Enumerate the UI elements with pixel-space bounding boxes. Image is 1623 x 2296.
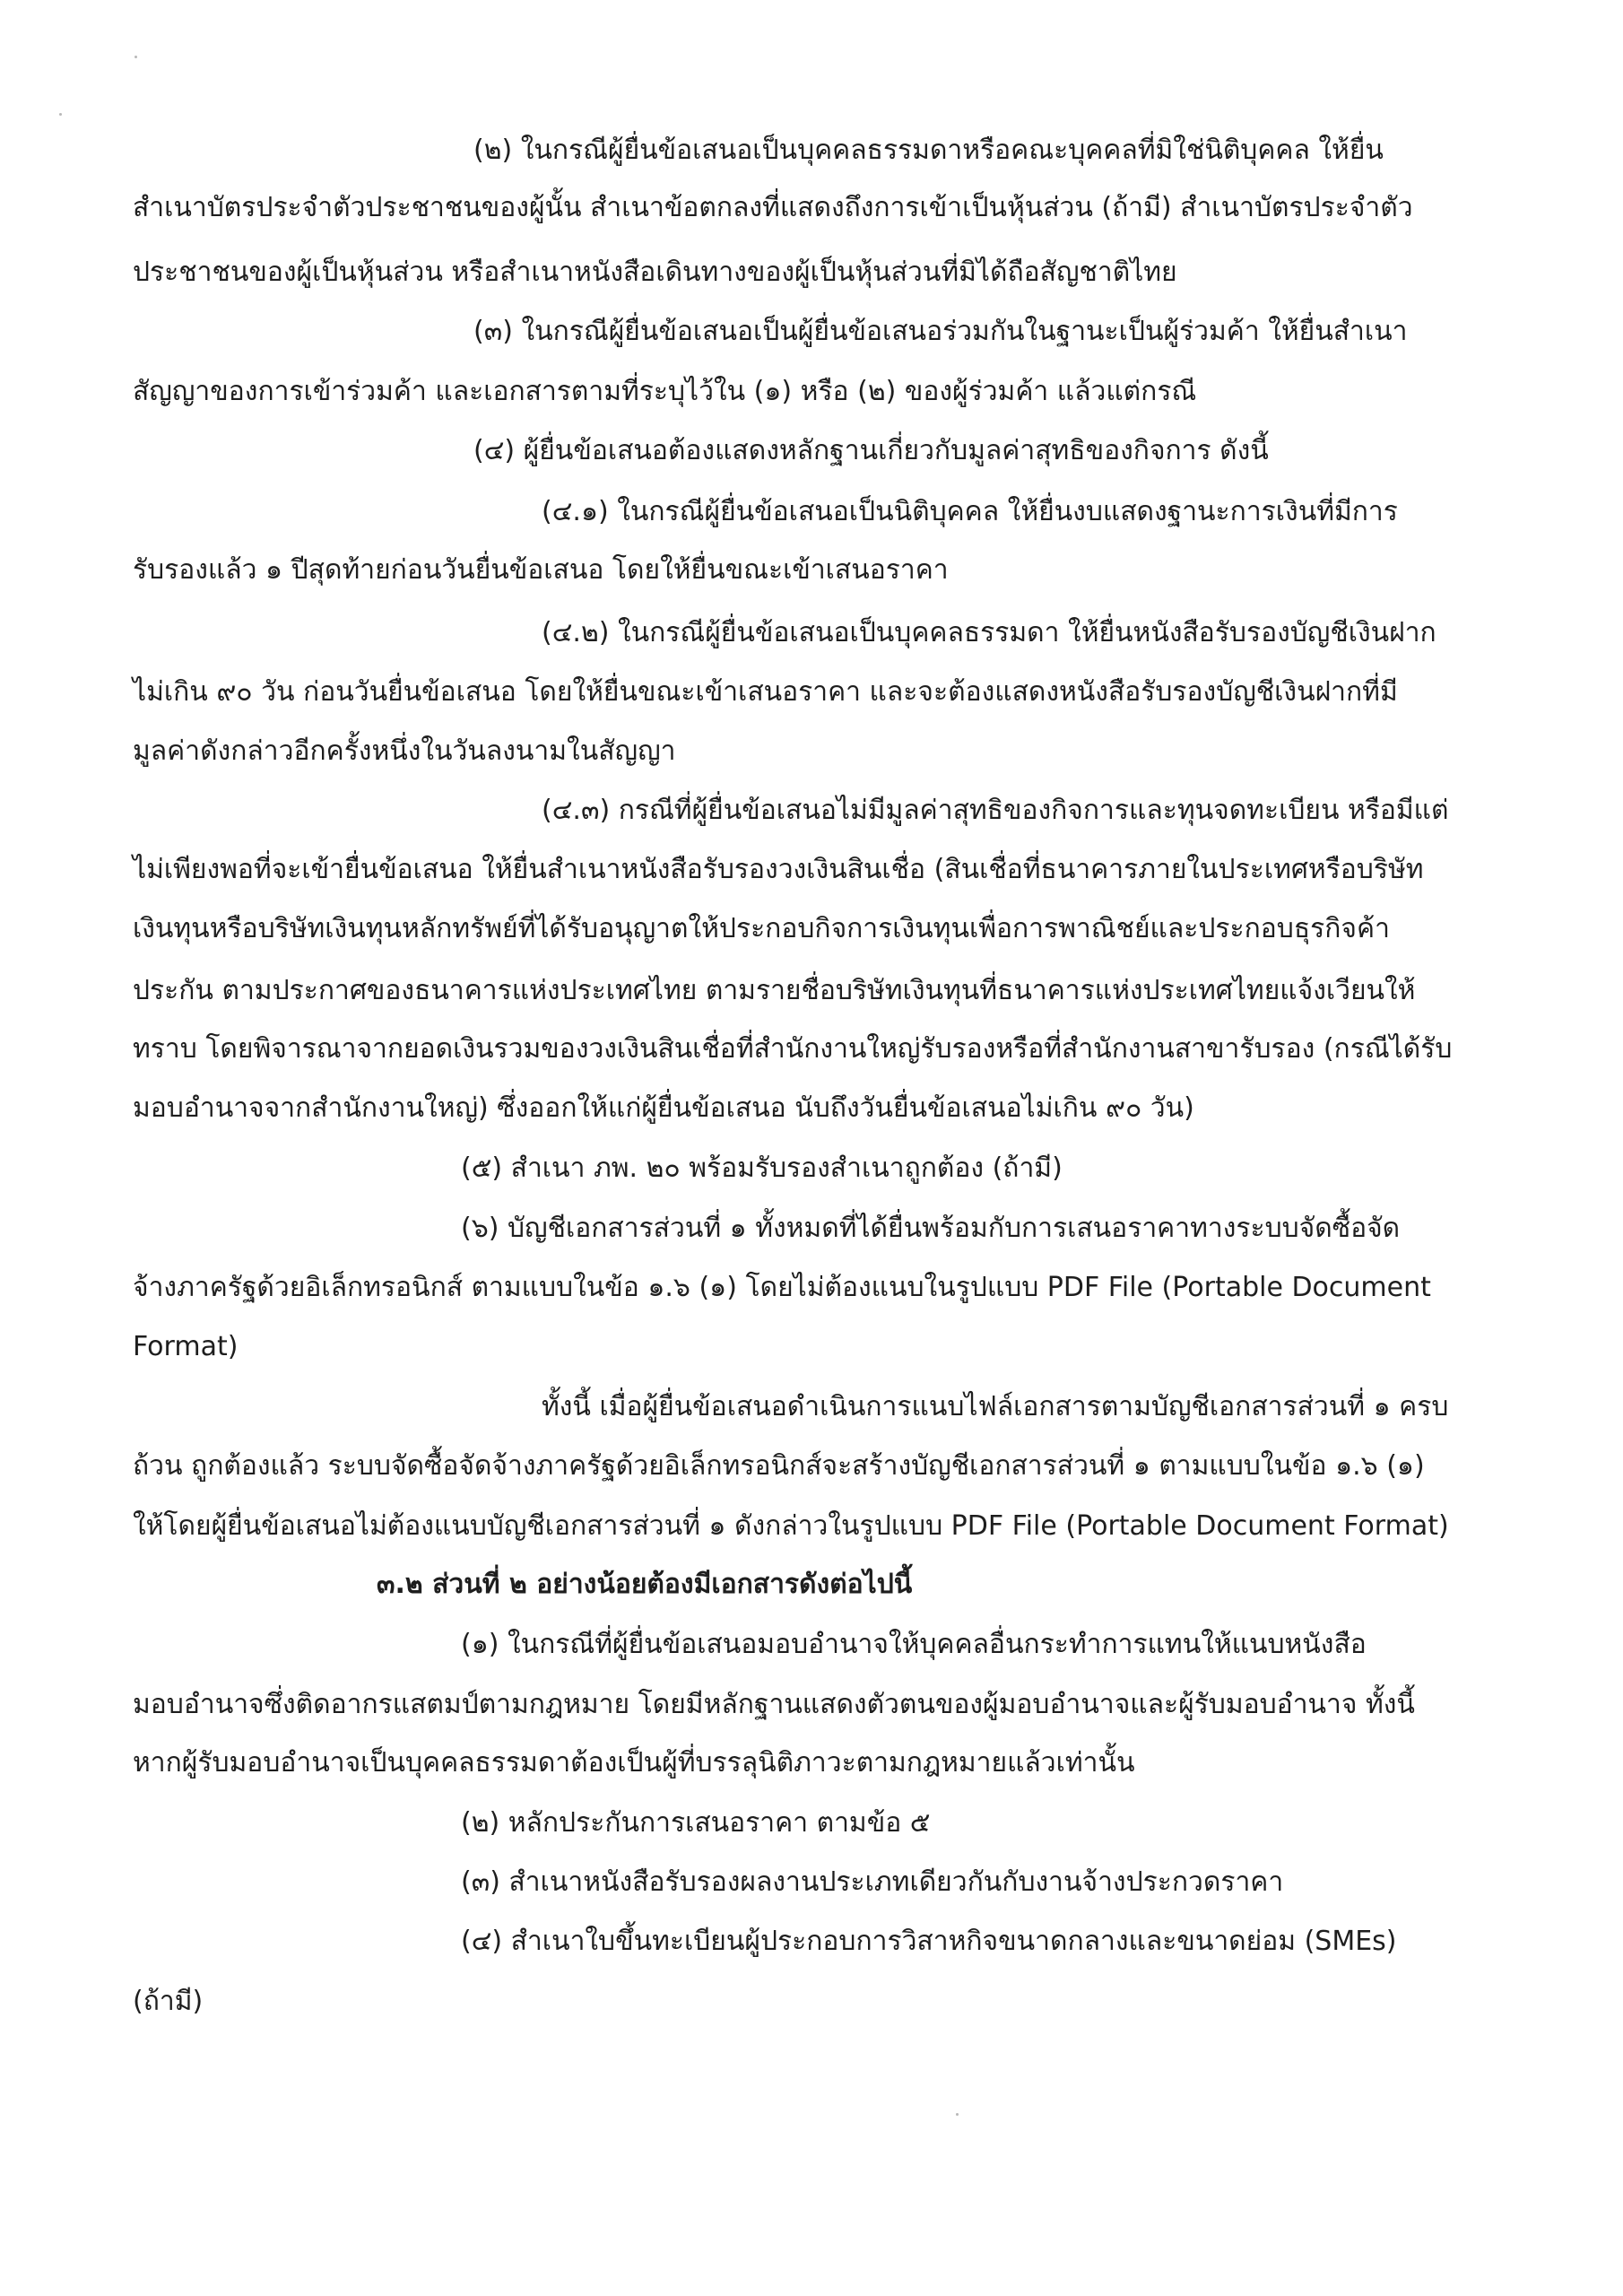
section-heading: ๓.๒ ส่วนที่ ๒ อย่างน้อยต้องมีเอกสารดังต่อไปนี้: [377, 1569, 913, 1600]
doc-line: มอบอำนาจจากสำนักงานใหญ่) ซึ่งออกให้แก่ผู้ยื่นข้อเสนอ นับถึงวันยื่นข้อเสนอไม่เกิน ๙๐ วัน): [133, 1092, 1194, 1124]
doc-line: ประชาชนของผู้เป็นหุ้นส่วน หรือสำเนาหนังสือเดินทางของผู้เป็นหุ้นส่วนที่มิได้ถือสัญชาติไทย: [133, 257, 1177, 288]
scan-speck: [956, 2113, 959, 2116]
doc-line: (๒) ในกรณีผู้ยื่นข้อเสนอเป็นบุคคลธรรมดาหรือคณะบุคคลที่มิใช่นิติบุคคล ให้ยื่น: [473, 135, 1384, 166]
doc-line: (๑) ในกรณีที่ผู้ยื่นข้อเสนอมอบอำนาจให้บุคคลอื่นกระทำการแทนให้แนบหนังสือ: [461, 1629, 1367, 1660]
doc-line: ถ้วน ถูกต้องแล้ว ระบบจัดซื้อจัดจ้างภาครัฐด้วยอิเล็กทรอนิกส์จะสร้างบัญชีเอกสารส่วนที่ ๑ ตามแบบในข้อ ๑.๖ (๑): [133, 1450, 1425, 1482]
doc-line: ไม่เพียงพอที่จะเข้ายื่นข้อเสนอ ให้ยื่นสำเนาหนังสือรับรองวงเงินสินเชื่อ (สินเชื่อที่ธนาคารภายในประเทศหรือบริษัท: [133, 854, 1424, 885]
doc-line: จ้างภาครัฐด้วยอิเล็กทรอนิกส์ ตามแบบในข้อ ๑.๖ (๑) โดยไม่ต้องแนบในรูปแบบ PDF File (Portable Document: [133, 1272, 1431, 1303]
doc-line: (๓) สำเนาหนังสือรับรองผลงานประเภทเดียวกันกับงานจ้างประกวดราคา: [461, 1866, 1284, 1898]
doc-line: (๔) สำเนาใบขึ้นทะเบียนผู้ประกอบการวิสาหกิจขนาดกลางและขนาดย่อม (SMEs): [461, 1926, 1397, 1957]
doc-line: ทั้งนี้ เมื่อผู้ยื่นข้อเสนอดำเนินการแนบไฟล์เอกสารตามบัญชีเอกสารส่วนที่ ๑ ครบ: [542, 1391, 1449, 1422]
scan-speck: [135, 56, 137, 58]
doc-line: เงินทุนหรือบริษัทเงินทุนหลักทรัพย์ที่ได้รับอนุญาตให้ประกอบกิจการเงินทุนเพื่อการพาณิชย์และประกอบธุรกิจค้า: [133, 913, 1390, 944]
scan-speck: [59, 113, 62, 116]
doc-line: (๕) สำเนา ภพ. ๒๐ พร้อมรับรองสำเนาถูกต้อง (ถ้ามี): [461, 1152, 1063, 1184]
doc-line: ไม่เกิน ๙๐ วัน ก่อนวันยื่นข้อเสนอ โดยให้ยื่นขณะเข้าเสนอราคา และจะต้องแสดงหนังสือรับรองบัญชีเงินฝากที่มี: [133, 676, 1398, 708]
doc-line: (๓) ในกรณีผู้ยื่นข้อเสนอเป็นผู้ยื่นข้อเสนอร่วมกันในฐานะเป็นผู้ร่วมค้า ให้ยื่นสำเนา: [473, 316, 1408, 347]
doc-line: (๔.๑) ในกรณีผู้ยื่นข้อเสนอเป็นนิติบุคคล ให้ยื่นงบแสดงฐานะการเงินที่มีการ: [542, 496, 1398, 527]
doc-line: (ถ้ามี): [133, 1986, 204, 2017]
doc-line: มอบอำนาจซึ่งติดอากรแสตมป์ตามกฎหมาย โดยมีหลักฐานแสดงตัวตนของผู้มอบอำนาจและผู้รับมอบอำนาจ ทั้งนี้: [133, 1689, 1415, 1720]
doc-line: (๔.๓) กรณีที่ผู้ยื่นข้อเสนอไม่มีมูลค่าสุทธิของกิจการและทุนจดทะเบียน หรือมีแต่: [542, 795, 1449, 826]
doc-line: สำเนาบัตรประจำตัวประชาชนของผู้นั้น สำเนาข้อตกลงที่แสดงถึงการเข้าเป็นหุ้นส่วน (ถ้ามี) สำเนาบัตรประจำตัว: [133, 192, 1413, 223]
doc-line: ให้โดยผู้ยื่นข้อเสนอไม่ต้องแนบบัญชีเอกสารส่วนที่ ๑ ดังกล่าวในรูปแบบ PDF File (Portable Document Format): [133, 1510, 1449, 1542]
doc-line: สัญญาของการเข้าร่วมค้า และเอกสารตามที่ระบุไว้ใน (๑) หรือ (๒) ของผู้ร่วมค้า แล้วแต่กรณี: [133, 376, 1197, 407]
doc-line: Format): [133, 1331, 239, 1362]
doc-line: มูลค่าดังกล่าวอีกครั้งหนึ่งในวันลงนามในสัญญา: [133, 735, 676, 767]
doc-line: หากผู้รับมอบอำนาจเป็นบุคคลธรรมดาต้องเป็นผู้ที่บรรลุนิติภาวะตามกฎหมายแล้วเท่านั้น: [133, 1747, 1135, 1779]
doc-line: (๔) ผู้ยื่นข้อเสนอต้องแสดงหลักฐานเกี่ยวกับมูลค่าสุทธิของกิจการ ดังนี้: [473, 435, 1269, 466]
doc-line: (๔.๒) ในกรณีผู้ยื่นข้อเสนอเป็นบุคคลธรรมดา ให้ยื่นหนังสือรับรองบัญชีเงินฝาก: [542, 617, 1436, 648]
doc-line: (๖) บัญชีเอกสารส่วนที่ ๑ ทั้งหมดที่ได้ยื่นพร้อมกับการเสนอราคาทางระบบจัดซื้อจัด: [461, 1213, 1401, 1244]
doc-line: รับรองแล้ว ๑ ปีสุดท้ายก่อนวันยื่นข้อเสนอ โดยให้ยื่นขณะเข้าเสนอราคา: [133, 554, 949, 586]
doc-line: (๒) หลักประกันการเสนอราคา ตามข้อ ๕: [461, 1807, 931, 1839]
doc-line: ทราบ โดยพิจารณาจากยอดเงินรวมของวงเงินสินเชื่อที่สำนักงานใหญ่รับรองหรือที่สำนักงานสาขารับรอง (กรณีได้รับ: [133, 1033, 1453, 1065]
doc-line: ประกัน ตามประกาศของธนาคารแห่งประเทศไทย ตามรายชื่อบริษัทเงินทุนที่ธนาคารแห่งประเทศไทยแจ้งเวียนให้: [133, 975, 1416, 1006]
